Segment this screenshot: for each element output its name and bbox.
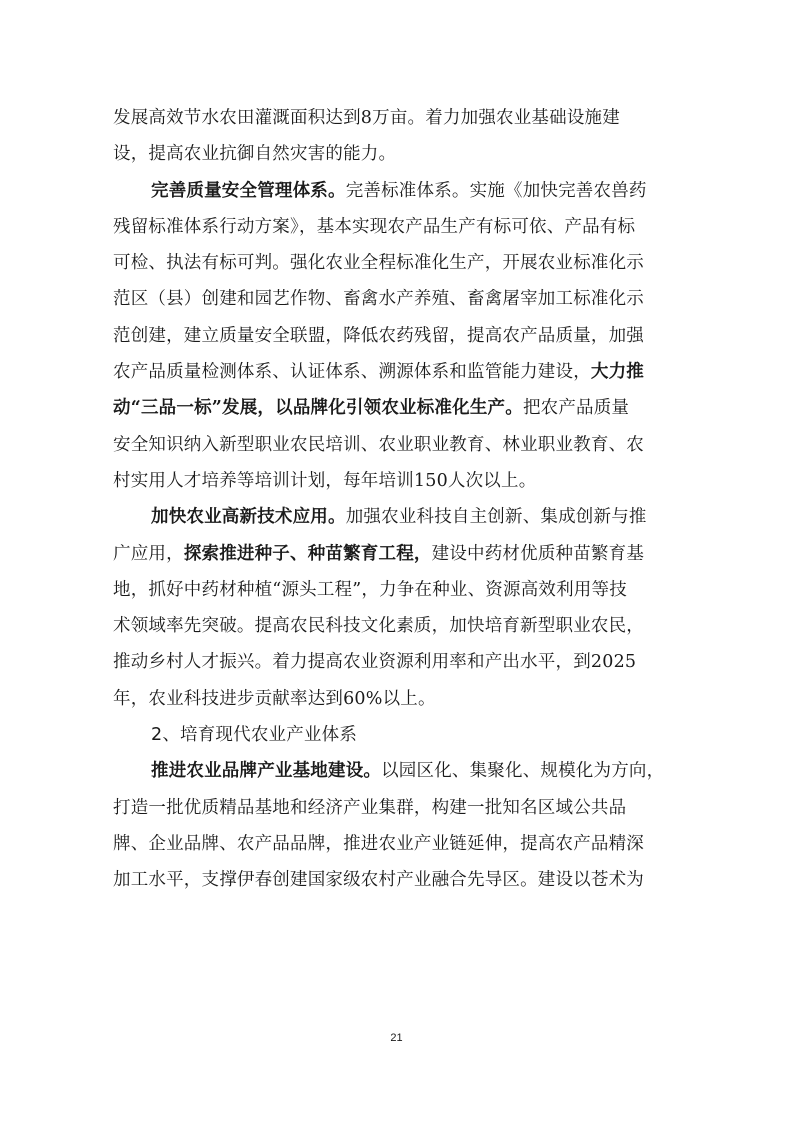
body-text <box>113 100 693 899</box>
text-run: 打造一批优质精品基地和经济产业集群，构建一批知名区域公共品 <box>113 797 627 818</box>
text-run: 术领域率先突破。提高农民科技文化素质，加快培育新型职业农民， <box>113 616 644 637</box>
text-run: 完善标准体系。实施《加快完善农兽药 <box>345 180 647 201</box>
text-line <box>113 826 693 862</box>
text-line <box>113 136 693 172</box>
text-run: 推动乡村人才振兴。着力提高农业资源利用率和产出水平，到2025 <box>113 652 637 673</box>
text-line <box>113 390 693 426</box>
bold-lead-phrase: 推进农业品牌产业基地建设。 <box>151 761 382 782</box>
bold-phrase: 大力推 <box>590 362 645 383</box>
text-run: 农产品质量检测体系、认证体系、溯源体系和监管能力建设， <box>113 362 591 383</box>
paragraph-first-line <box>113 753 693 789</box>
text-line <box>113 463 693 499</box>
text-run: 年，农业科技进步贡献率达到60%以上。 <box>113 688 436 709</box>
text-line <box>113 281 693 317</box>
bold-lead-phrase: 完善质量安全管理体系。 <box>151 180 346 201</box>
text-line <box>113 354 693 390</box>
paragraph-first-line <box>113 499 693 535</box>
text-run: 牌、企业品牌、农产品品牌，推进农业产业链延伸，提高农产品精深 <box>113 833 644 854</box>
bold-lead-phrase: 加快农业高新技术应用。 <box>151 507 346 528</box>
text-run: 设，提高农业抗御自然灾害的能力。 <box>113 144 397 165</box>
text-line <box>113 100 693 136</box>
text-run: 范创建，建立质量安全联盟，降低农药残留，提高农产品质量，加强 <box>113 325 644 346</box>
text-run: 以园区化、集聚化、规模化为方向， <box>381 761 665 782</box>
section-heading-text: 2、培育现代农业产业体系 <box>151 725 358 746</box>
text-run: 广应用， <box>113 543 184 564</box>
text-line <box>113 427 693 463</box>
text-line <box>113 209 693 245</box>
text-line <box>113 608 693 644</box>
text-run: 村实用人才培养等培训计划，每年培训150人次以上。 <box>113 470 537 491</box>
text-line <box>113 862 693 898</box>
section-heading <box>113 717 693 753</box>
text-run: 把农产品质量 <box>522 398 630 419</box>
text-run: 可检、执法有标可判。强化农业全程标准化生产，开展农业标准化示 <box>113 253 644 274</box>
text-run: 建设中药材优质种苗繁育基 <box>431 543 645 564</box>
text-line <box>113 681 693 717</box>
text-line <box>113 245 693 281</box>
text-line <box>113 318 693 354</box>
text-line <box>113 790 693 826</box>
text-line <box>113 536 693 572</box>
text-run: 范区（县）创建和园艺作物、畜禽水产养殖、畜禽屠宰加工标准化示 <box>113 289 644 310</box>
text-run: 残留标准体系行动方案》，基本实现农产品生产有标可依、产品有标 <box>113 216 636 237</box>
text-run: 发展高效节水农田灌溉面积达到8万亩。着力加强农业基础设施建 <box>113 108 620 128</box>
bold-phrase: 动“三品一标”发展，以品牌化引领农业标准化生产。 <box>113 398 523 419</box>
text-run: 加工水平，支撑伊春创建国家级农村产业融合先导区。建设以苍术为 <box>113 870 644 891</box>
text-line <box>113 572 693 608</box>
paragraph-first-line <box>113 173 693 209</box>
bold-phrase: 探索推进种子、种苗繁育工程， <box>183 543 432 564</box>
text-run: 安全知识纳入新型职业农民培训、农业职业教育、林业职业教育、农 <box>113 434 644 455</box>
text-run: 加强农业科技自主创新、集成创新与推 <box>345 507 647 528</box>
text-run: 地，抓好中药材种植“源头工程”，力争在种业、资源高效利用等技 <box>113 579 627 600</box>
page-number: 21 <box>390 1032 403 1044</box>
text-line <box>113 644 693 680</box>
